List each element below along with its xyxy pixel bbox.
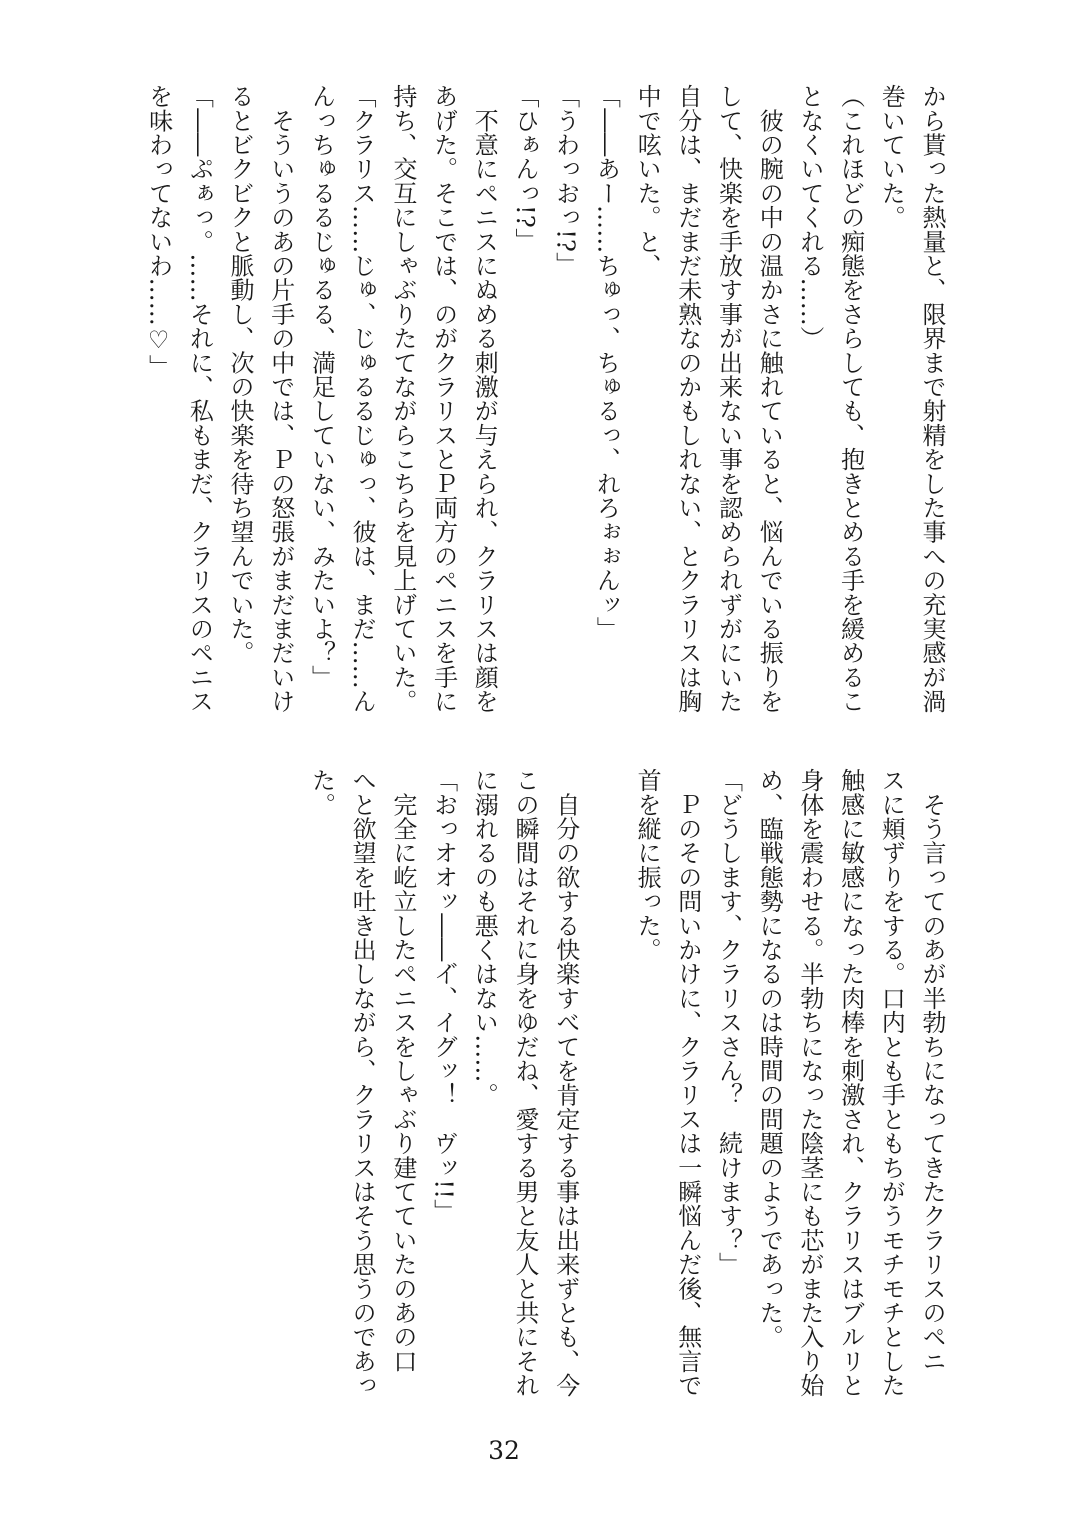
text-line: 自分の欲する快楽すべてを肯定する事は出来ずとも、今	[551, 768, 580, 1398]
text-line: あげた。そこでは、のがクラリスとＰ両方のペニスを手に	[429, 84, 458, 714]
text-line: 中で呟いた。と、	[633, 84, 662, 278]
text-line: を味わってないわ……♡」	[144, 84, 173, 379]
text-line: んっちゅるるじゅるる、満足していない、みたいよ？」	[307, 84, 336, 689]
text-line: 「どうします、クラリスさん？ 続けます？」	[714, 768, 743, 1277]
page-number: 32	[488, 1436, 520, 1465]
text-line: 「ひぁんっ!?」	[510, 84, 539, 253]
text-line: そう言ってのあが半勃ちになってきたクラリスのペニ	[918, 768, 946, 1373]
text-line: から貰った熱量と、限界まで射精をした事への充実感が渦	[918, 84, 946, 714]
text-line: スに頬ずりをする。口内とも手ともちがうモチモチとした	[877, 768, 906, 1398]
text-line: 不意にペニスにぬめる刺激が与えられ、クラリスは顔を	[470, 84, 499, 714]
text-block-top	[138, 84, 952, 724]
text-line: 彼の腕の中の温かさに触れていると、悩んでいる振りを	[755, 84, 784, 714]
text-line: この瞬間はそれに身をゆだね、愛する男と友人と共にそれ	[510, 768, 539, 1398]
text-line: 自分は、まだまだ未熟なのかもしれない、とクラリスは胸	[673, 84, 702, 714]
text-line: 「おっオオッ――イ゙、イグッ！ ヴッ!!」	[429, 768, 458, 1224]
text-line: （これほどの痴態をさらしても、抱きとめる手を緩めるこ	[836, 84, 865, 714]
text-line: 「クラリス……じゅ、じゅるるじゅっ、彼は、まだ……ん	[348, 84, 377, 714]
text-line: となくいてくれる……）	[795, 84, 824, 351]
text-line: 完全に屹立したペニスをしゃぶり建てていたのあの口	[388, 768, 417, 1373]
text-line: 「うわっおっ!?」	[551, 84, 580, 277]
text-line: め、臨戦態勢になるのは時間の問題のようであった。	[755, 768, 784, 1349]
text-line: 首を縦に振った。	[633, 768, 662, 962]
text-line: 持ち、交互にしゃぶりたてながらこちらを見上げていた。	[388, 84, 417, 714]
text-line: Ｐのその問いかけに、クラリスは一瞬悩んだ後、無言で	[673, 768, 702, 1398]
text-line: 触感に敏感になった肉棒を刺激され、クラリスはブルリと	[836, 768, 865, 1398]
text-line: 巻いていた。	[877, 84, 906, 230]
text-line: に溺れるのも悪くはない……。	[470, 768, 499, 1107]
text-line: して、快楽を手放す事が出来ない事を認められずがにいた	[714, 84, 743, 714]
text-line: た。	[307, 768, 336, 817]
text-line: そういうのあの片手の中では、Ｐの怒張がまだまだいけ	[266, 84, 295, 714]
text-line: 身体を震わせる。半勃ちになった陰茎にも芯がまた入り始	[795, 768, 824, 1398]
scene-break	[586, 768, 627, 1408]
text-line: へと欲望を吐き出しながら、クラリスはそう思うのであっ	[348, 768, 377, 1398]
text-line: 「――あー……ちゅっ、ちゅるっ、れろぉぉんッ」	[592, 84, 621, 641]
text-block-bottom	[301, 768, 952, 1408]
text-line: るとビクビクと脈動し、次の快楽を待ち望んでいた。	[226, 84, 255, 665]
text-line: 「――ぷぁっ。……それに、私もまだ、クラリスのペニス	[185, 84, 214, 714]
